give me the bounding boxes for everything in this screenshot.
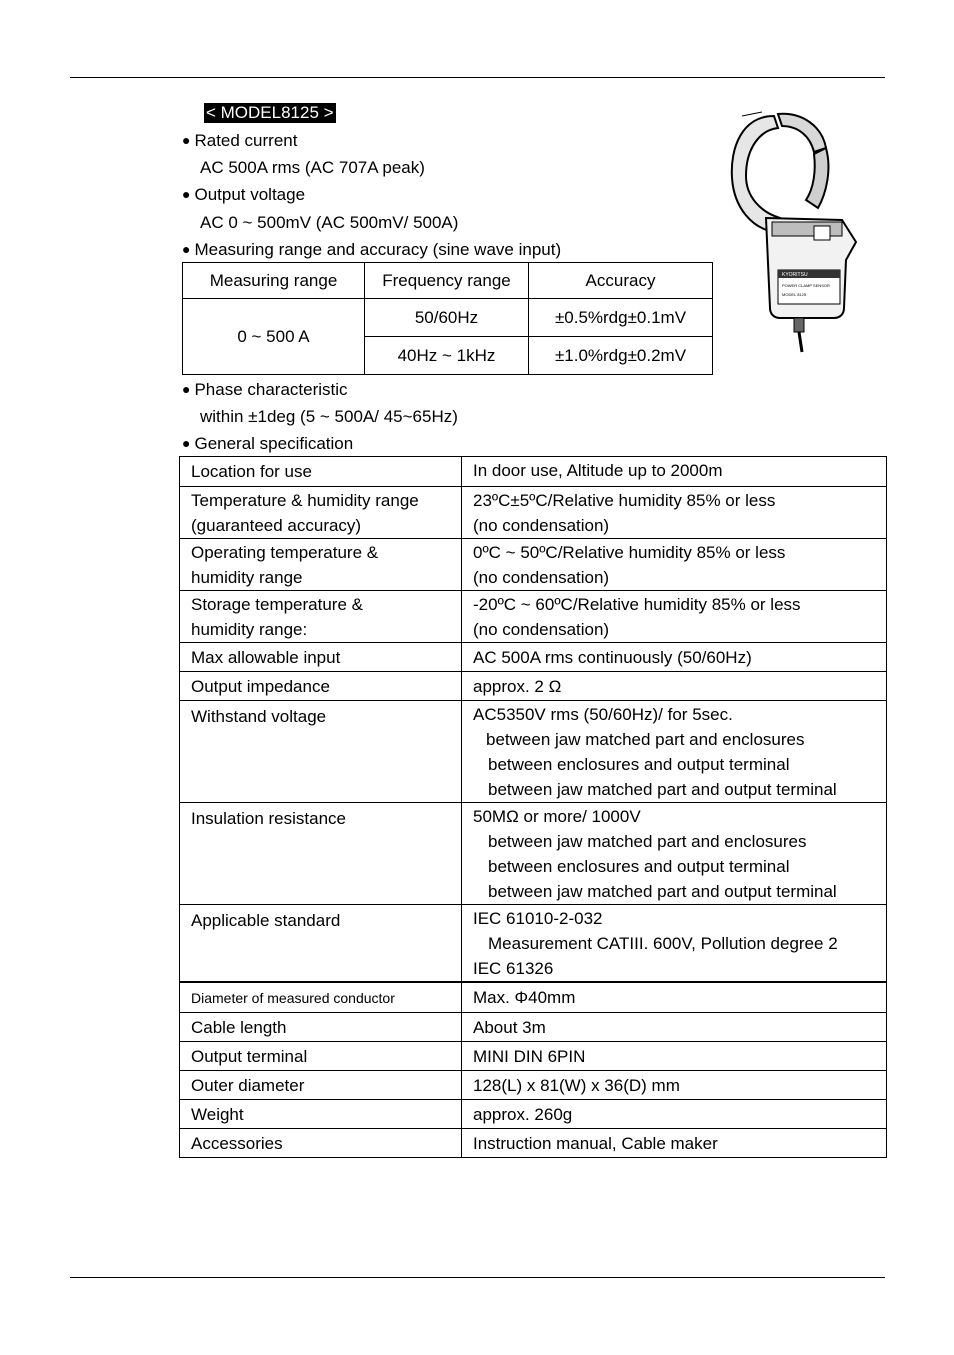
freq-value: 40Hz ~ 1kHz (365, 337, 529, 375)
spec-value: IEC 61010-2-032 (473, 909, 603, 928)
spec-value: approx. 260g (473, 1105, 573, 1124)
spec-row (180, 803, 887, 905)
spec-key: Output impedance (191, 677, 330, 696)
clamp-sensor-image (722, 108, 862, 353)
spec-key: Operating temperature & (191, 543, 379, 562)
measuring-heading: ● Measuring range and accuracy (sine wave input) (182, 240, 561, 260)
spec-value: -20ºC ~ 60ºC/Relative humidity 85% or less (473, 595, 801, 614)
spec-value: between enclosures and output terminal (488, 857, 790, 876)
spec-value: In door use, Altitude up to 2000m (473, 461, 723, 480)
photo-product: POWER CLAMP SENSOR (782, 283, 830, 288)
spec-value: Measurement CATIII. 600V, Pollution degree 2 (488, 934, 838, 953)
spec-key: Diameter of measured conductor (191, 990, 395, 1006)
range-value: 0 ~ 500 A (183, 299, 365, 375)
footer-rule (70, 1277, 885, 1278)
spec-key: Applicable standard (191, 911, 341, 930)
spec-row (180, 1071, 887, 1100)
spec-row (180, 1013, 887, 1042)
spec-value: AC5350V rms (50/60Hz)/ for 5sec. (473, 705, 733, 724)
clamp-jaw (732, 116, 780, 232)
spec-row (180, 982, 887, 1013)
spec-row (180, 905, 887, 983)
spec-key: Output terminal (191, 1047, 308, 1066)
accuracy-value: ±0.5%rdg±0.1mV (529, 299, 713, 337)
spec-value: 128(L) x 81(W) x 36(D) mm (473, 1076, 680, 1095)
spec-row (180, 591, 887, 643)
spec-value: AC 500A rms continuously (50/60Hz) (473, 648, 752, 667)
spec-row (180, 672, 887, 701)
spec-value: IEC 61326 (473, 959, 554, 978)
spec-value: Max. Φ40mm (473, 988, 576, 1007)
spec-key: Cable length (191, 1018, 287, 1037)
spec-value: between jaw matched part and output terminal (488, 780, 837, 799)
general-spec-table (179, 456, 887, 1158)
spec-value: approx. 2 Ω (473, 677, 562, 696)
spec-row (180, 1129, 887, 1158)
spec-row (180, 1042, 887, 1071)
header-measuring-range: Measuring range (183, 263, 365, 299)
measuring-range-table (182, 262, 713, 375)
header-rule (70, 77, 885, 78)
spec-value: (no condensation) (473, 568, 610, 587)
spec-value: between jaw matched part and enclosures (486, 730, 805, 749)
spec-value: between jaw matched part and output terminal (488, 882, 837, 901)
phase-value: within ±1deg (5 ~ 500A/ 45~65Hz) (200, 407, 458, 426)
spec-row (180, 1100, 887, 1129)
spec-key: Storage temperature & (191, 595, 363, 614)
spec-value: 23ºC±5ºC/Relative humidity 85% or less (473, 491, 776, 510)
output-voltage-value: AC 0 ~ 500mV (AC 500mV/ 500A) (200, 213, 459, 232)
spec-key: Insulation resistance (191, 809, 346, 828)
spec-value: About 3m (473, 1018, 546, 1037)
clamp-cable (794, 318, 804, 332)
spec-row (180, 539, 887, 591)
spec-value: 50MΩ or more/ 1000V (473, 807, 641, 826)
freq-value: 50/60Hz (365, 299, 529, 337)
spec-value: MINI DIN 6PIN (473, 1047, 586, 1066)
spec-key: Withstand voltage (191, 707, 327, 726)
spec-row (180, 457, 887, 487)
header-accuracy: Accuracy (529, 263, 713, 299)
rated-current-heading: ● Rated current (182, 131, 297, 151)
general-heading: ● General specification (182, 434, 353, 454)
spec-key: Max allowable input (191, 648, 341, 667)
spec-key: (guaranteed accuracy) (191, 516, 362, 535)
photo-model: MODEL 8125 (782, 292, 807, 297)
spec-row (180, 487, 887, 539)
spec-key: Location for use (191, 462, 312, 481)
header-frequency-range: Frequency range (365, 263, 529, 299)
spec-value: (no condensation) (473, 620, 610, 639)
output-voltage-heading: ● Output voltage (182, 185, 305, 205)
spec-value: 0ºC ~ 50ºC/Relative humidity 85% or less (473, 543, 786, 562)
spec-value: between jaw matched part and enclosures (488, 832, 807, 851)
spec-value: between enclosures and output terminal (488, 755, 790, 774)
photo-brand: KYORITSU (782, 272, 808, 278)
spec-row (180, 643, 887, 672)
rated-current-value: AC 500A rms (AC 707A peak) (200, 158, 425, 177)
phase-heading: ● Phase characteristic (182, 380, 348, 400)
spec-key: Weight (191, 1105, 244, 1124)
spec-key: Outer diameter (191, 1076, 305, 1095)
spec-key: humidity range (191, 568, 303, 587)
spec-value: Instruction manual, Cable maker (473, 1134, 718, 1153)
spec-key: humidity range: (191, 620, 308, 639)
spec-key: Temperature & humidity range (191, 491, 419, 510)
spec-row (180, 701, 887, 803)
accuracy-value: ±1.0%rdg±0.2mV (529, 337, 713, 375)
spec-value: (no condensation) (473, 516, 610, 535)
model-tag: < MODEL8125 > (206, 103, 334, 122)
spec-key: Accessories (191, 1134, 283, 1153)
